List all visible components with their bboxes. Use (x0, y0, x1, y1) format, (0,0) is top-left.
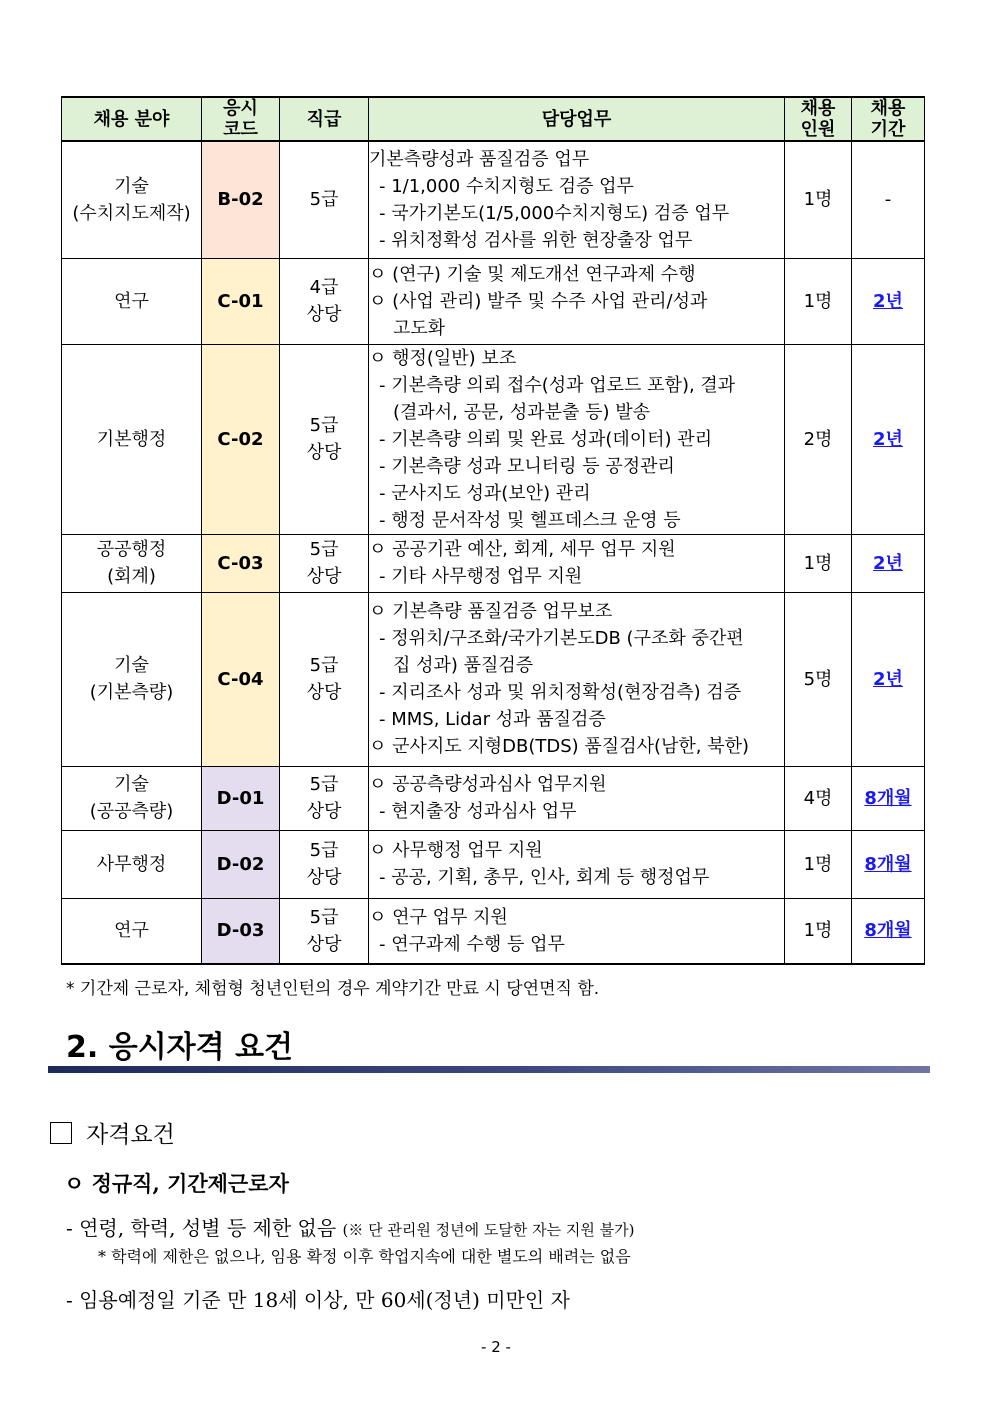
cell-grade: 5급 상당 (280, 592, 369, 766)
cell-count: 4명 (785, 766, 852, 830)
eligibility-line-2: * 학력에 제한은 없으나, 임용 확정 이후 학업지속에 대한 별도의 배려는 없음 (98, 1247, 631, 1266)
page-number: - 2 - (481, 1338, 511, 1356)
cell-period (852, 344, 925, 534)
table-row (62, 141, 925, 258)
duty-line: - 연구과제 수행 등 업무 (379, 933, 565, 955)
duty-line: 기본측량성과 품질검증 업무 (369, 148, 590, 170)
cell-duty (369, 830, 785, 898)
duty-line: ㅇ 행정(일반) 보조 (369, 347, 517, 369)
cell-field: 기본행정 (62, 344, 202, 534)
duty-line: - 기본측량 의뢰 접수(성과 업로드 포함), 결과 (379, 374, 736, 396)
duty-line: - 정위치/구조화/국가기본도DB (구조화 중간편 (379, 628, 744, 649)
cell-duty (369, 766, 785, 830)
checkbox-square-icon (50, 1122, 72, 1144)
period-link: 8개월 (864, 920, 912, 942)
cell-period (852, 766, 925, 830)
subsection-title: 자격요건 (86, 1122, 175, 1148)
item-title: ㅇ 정규직, 기간제근로자 (64, 1171, 289, 1196)
cell-field: 기술 (기본측량) (62, 592, 202, 766)
cell-count: 1명 (785, 534, 852, 592)
cell-grade: 4급 상당 (280, 258, 369, 344)
subsection-heading (50, 1116, 175, 1149)
eligibility-line-3: - 임용예정일 기준 만 18세 이상, 만 60세(정년) 미만인 자 (66, 1288, 570, 1312)
cell-count: 1명 (785, 830, 852, 898)
recruitment-table (61, 96, 925, 965)
header-field: 채용 분야 (62, 97, 202, 141)
cell-count: 5명 (785, 592, 852, 766)
cell-duty (369, 592, 785, 766)
duty-line: - 현지출장 성과심사 업무 (379, 801, 577, 822)
cell-code: B-02 (202, 141, 280, 258)
duty-line: - 국가기본도(1/5,000수치지형도) 검증 업무 (379, 202, 730, 224)
period-link: 2년 (873, 552, 903, 574)
cell-duty (369, 898, 785, 964)
duty-line: - 군사지도 성과(보안) 관리 (379, 482, 591, 504)
duty-line: ㅇ 연구 업무 지원 (369, 906, 508, 928)
eligibility-line-1: - 연령, 학력, 성별 등 제한 없음 (※ 단 관리원 정년에 도달한 자는 지원 불가) (66, 1216, 635, 1240)
table-header-row (62, 97, 925, 141)
duty-line: ㅇ 공공측량성과심사 업무지원 (369, 774, 607, 795)
duty-line: ㅇ 기본측량 품질검증 업무보조 (369, 601, 613, 622)
cell-code: C-04 (202, 592, 280, 766)
duty-line: - 기본측량 성과 모니터링 등 공정관리 (379, 455, 675, 477)
table-row (62, 534, 925, 592)
cell-code: D-03 (202, 898, 280, 964)
table-footnote: * 기간제 근로자, 체험형 청년인턴의 경우 계약기간 만료 시 당연면직 함. (66, 979, 600, 999)
duty-line: 집 성과) 품질검증 (393, 655, 534, 676)
heading-underline-bar (48, 1066, 930, 1073)
cell-count: 1명 (785, 141, 852, 258)
cell-period (852, 258, 925, 344)
duty-line: (결과서, 공문, 성과분출 등) 발송 (393, 401, 651, 423)
header-code: 응시 코드 (202, 97, 280, 141)
eligibility-note: (※ 단 관리원 정년에 도달한 자는 지원 불가) (342, 1221, 635, 1239)
section-heading: 2. 응시자격 요건 (66, 1030, 294, 1065)
cell-period (852, 592, 925, 766)
period-link: 8개월 (864, 853, 912, 875)
duty-line: - 공공, 기획, 총무, 인사, 회계 등 행정업무 (379, 867, 710, 888)
table-row (62, 344, 925, 534)
period-link: 2년 (873, 290, 903, 312)
duty-line: - 기타 사무행정 업무 지원 (379, 566, 583, 587)
cell-field: 기술 (공공측량) (62, 766, 202, 830)
duty-line: ㅇ (사업 관리) 발주 및 수주 사업 관리/성과 (369, 290, 708, 312)
cell-count: 1명 (785, 258, 852, 344)
cell-period: - (852, 141, 925, 258)
period-link: 8개월 (864, 787, 912, 809)
cell-field: 기술 (수치지도제작) (62, 141, 202, 258)
cell-count: 1명 (785, 898, 852, 964)
cell-field: 공공행정 (회계) (62, 534, 202, 592)
table-row (62, 830, 925, 898)
cell-grade: 5급 상당 (280, 766, 369, 830)
duty-line: ㅇ 사무행정 업무 지원 (369, 840, 543, 861)
cell-code: C-01 (202, 258, 280, 344)
header-duty: 담당업무 (369, 97, 785, 141)
cell-grade: 5급 상당 (280, 830, 369, 898)
period-link: 2년 (873, 428, 903, 450)
cell-code: C-03 (202, 534, 280, 592)
cell-field: 연구 (62, 258, 202, 344)
table-row (62, 766, 925, 830)
duty-line: - MMS, Lidar 성과 품질검증 (379, 709, 606, 730)
cell-duty (369, 344, 785, 534)
cell-grade: 5급 상당 (280, 534, 369, 592)
cell-period (852, 534, 925, 592)
duty-line: ㅇ 공공기관 예산, 회계, 세무 업무 지원 (369, 539, 676, 560)
cell-grade: 5급 상당 (280, 898, 369, 964)
header-period: 채용 기간 (852, 97, 925, 141)
duty-line: - 지리조사 성과 및 위치정확성(현장검측) 검증 (379, 682, 742, 703)
duty-line: ㅇ 군사지도 지형DB(TDS) 품질검사(남한, 북한) (369, 736, 750, 757)
duty-line: - 위치정확성 검사를 위한 현장출장 업무 (379, 229, 693, 251)
cell-count: 2명 (785, 344, 852, 534)
duty-line: - 행정 문서작성 및 헬프데스크 운영 등 (379, 509, 681, 531)
duty-line: 고도화 (393, 317, 446, 339)
period-link: 2년 (873, 668, 903, 690)
header-count: 채용 인원 (785, 97, 852, 141)
cell-code: C-02 (202, 344, 280, 534)
table-row (62, 258, 925, 344)
table-row (62, 898, 925, 964)
duty-line: ㅇ (연구) 기술 및 제도개선 연구과제 수행 (369, 263, 696, 285)
cell-period (852, 898, 925, 964)
cell-field: 사무행정 (62, 830, 202, 898)
duty-line: - 기본측량 의뢰 및 완료 성과(데이터) 관리 (379, 428, 713, 450)
table-row (62, 592, 925, 766)
cell-grade: 5급 상당 (280, 344, 369, 534)
cell-code: D-02 (202, 830, 280, 898)
cell-grade: 5급 (280, 141, 369, 258)
duty-line: - 1/1,000 수치지형도 검증 업무 (379, 175, 634, 197)
cell-field: 연구 (62, 898, 202, 964)
cell-duty (369, 258, 785, 344)
cell-code: D-01 (202, 766, 280, 830)
cell-period (852, 830, 925, 898)
cell-duty (369, 141, 785, 258)
cell-duty (369, 534, 785, 592)
header-grade: 직급 (280, 97, 369, 141)
